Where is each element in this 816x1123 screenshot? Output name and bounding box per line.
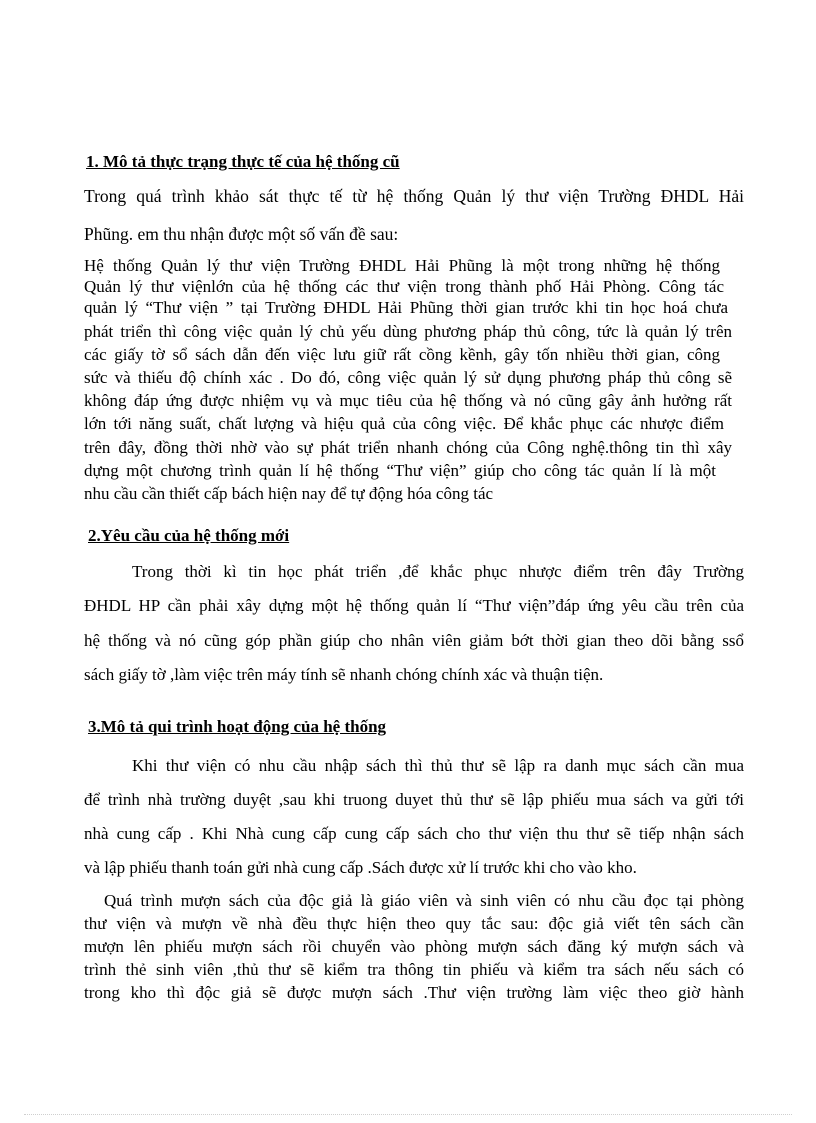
body-line: và lập phiếu thanh toán gửi nhà cung cấp .Sách được xử lí trước khi cho vào kho. <box>84 858 637 877</box>
body-line: Hệ thống Quản lý thư viện Trường ĐHDL Hải Phũng là một trong những hệ thống <box>84 256 720 275</box>
body-line: sức và thiếu độ chính xác . Do đó, công việc quản lý sử dụng phương pháp thủ công sẽ <box>84 368 732 387</box>
body-line: các giấy tờ sổ sách dẫn đến việc lưu giữ rất cồng kềnh, gây tốn nhiều thời gian, công <box>84 345 720 364</box>
body-line: Trong thời kì tin học phát triển ,để khắc phục nhược điểm trên đây Trường <box>132 562 744 581</box>
body-line: quản lý “Thư viện ” tại Trường ĐHDL Hải Phũng thời gian trước khi tin học hoá chưa <box>84 298 728 317</box>
body-line: sách giấy tờ ,làm việc trên máy tính sẽ nhanh chóng chính xác và thuận tiện. <box>84 665 604 684</box>
section-1-heading: 1. Mô tả thực trạng thực tế của hệ thống cũ <box>86 152 400 171</box>
body-line: trên đây, đồng thời nhờ vào sự phát triển nhanh chóng của Công nghệ.thông tin thì xây <box>84 438 732 457</box>
body-line: nhà cung cấp . Khi Nhà cung cấp cung cấp sách cho thư viện thu thư sẽ tiếp nhận sách <box>84 824 744 843</box>
body-line: thư viện và mượn về nhà đều thực hiện theo quy tắc sau: độc giả viết tên sách cần <box>84 914 744 933</box>
intro-line: Trong quá trình khảo sát thực tế từ hệ thống Quản lý thư viện Trường ĐHDL Hải <box>84 186 744 206</box>
body-line: không đáp ứng được nhiệm vụ và mục tiêu của hệ thống và nó cũng gây ảnh hưởng rất <box>84 391 732 410</box>
body-line: Khi thư viện có nhu cầu nhập sách thì thủ thư sẽ lập ra danh mục sách cần mua <box>132 756 744 775</box>
section-2-heading: 2.Yêu cầu của hệ thống mới <box>88 526 290 545</box>
section-3-heading: 3.Mô tả qui trình hoạt động của hệ thống <box>88 717 387 736</box>
intro-line: Phũng. em thu nhận được một số vấn đề sau: <box>84 224 399 244</box>
body-line: lớn tới năng suất, chất lượng và hiệu quả của công việc. Để khắc phục các nhược điểm <box>84 414 724 433</box>
body-line: nhu cầu cần thiết cấp bách hiện nay để tự động hóa công tác <box>84 484 494 503</box>
body-line: phát triển thì công việc quản lý chủ yếu dùng phương pháp thủ công, tức là quản lý trên <box>84 322 732 341</box>
body-line: để trình nhà trường duyệt ,sau khi truong duyet thủ thư sẽ lập phiếu mua sách va gửi tới <box>84 790 744 809</box>
body-line: mượn lên phiếu mượn sách rồi chuyển vào phòng mượn sách đăng ký mượn sách và <box>84 937 744 956</box>
body-line: ĐHDL HP cần phải xây dựng một hệ thống quản lí “Thư viện”đáp ứng yêu cầu trên của <box>84 596 744 615</box>
body-line: Quá trình mượn sách của độc giả là giáo viên và sinh viên có nhu cầu đọc tại phòng <box>104 891 744 910</box>
body-line: dựng một chương trình quản lí hệ thống “Thư viện” giúp cho công tác quản lí là một <box>84 461 716 480</box>
body-line: trong kho thì độc giả sẽ được mượn sách .Thư viện trường làm việc theo giờ hành <box>84 983 744 1002</box>
page-bottom-divider <box>24 1114 792 1115</box>
body-line: hệ thống và nó cũng góp phần giúp cho nhân viên giảm bớt thời gian theo dõi bằng ssổ <box>84 631 744 650</box>
body-line: trình thẻ sinh viên ,thủ thư sẽ kiểm tra thông tin phiếu và kiểm tra sách nếu sách có <box>84 960 744 979</box>
body-line: Quản lý thư việnlớn của hệ thống các thư viện trong thành phố Hải Phòng. Công tác <box>84 277 724 296</box>
